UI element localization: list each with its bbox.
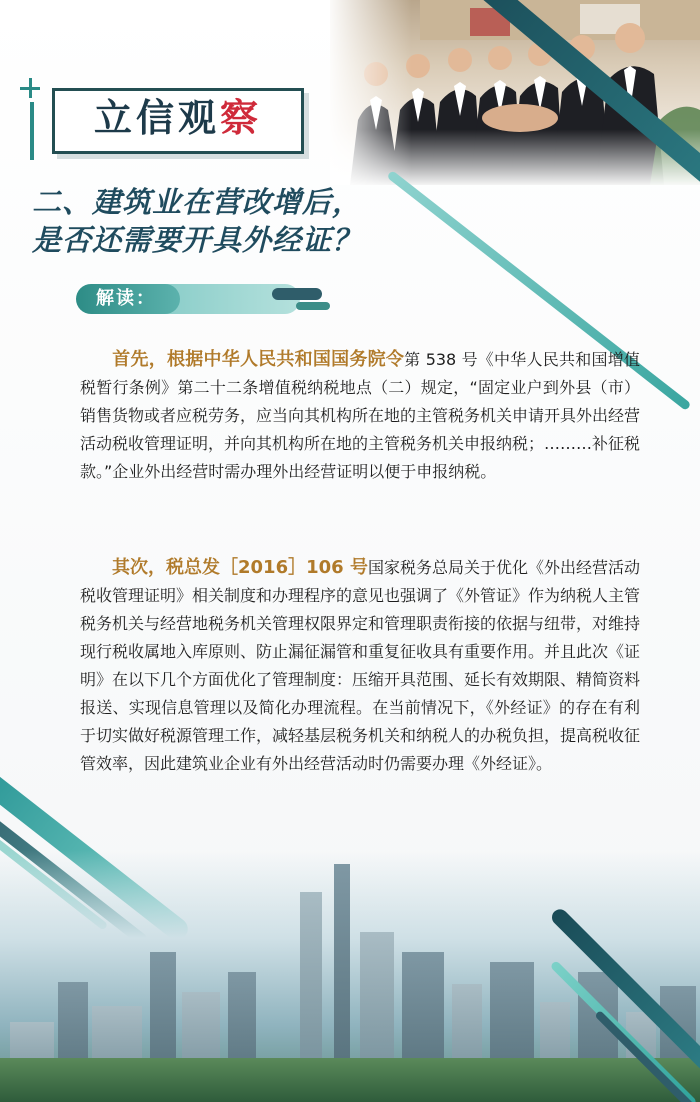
- city-skyline: [0, 850, 700, 1102]
- title-side-bar: [30, 102, 34, 160]
- plus-icon: [20, 78, 40, 98]
- paragraph-1-lead: 首先，根据中华人民共和国国务院令: [112, 349, 405, 370]
- column-title: [60, 90, 296, 146]
- question-line-1: 二、建筑业在营改增后，: [32, 185, 363, 219]
- column-title-main: 立信观: [93, 95, 220, 140]
- paragraph-2-lead: 其次，税总发［2016］106 号: [112, 557, 368, 578]
- paragraph-1: [80, 346, 640, 486]
- team-photo: [330, 0, 700, 185]
- interpretation-label: 解读：: [96, 288, 156, 309]
- paragraph-2: [80, 554, 640, 778]
- column-title-accent: 察: [220, 95, 263, 140]
- badge-decor-dash-1: [272, 288, 322, 300]
- question-line-2: 是否还需要开具外经证？: [32, 223, 363, 257]
- paragraph-1-body: 第 538 号《中华人民共和国增值税暂行条例》第二十二条增值税纳税地点（二）规定，“固定业户到外县（市）销售货物或者应税劳务，应当向其机构所在地的主管税务机关申请开具外出经营活动税收管理证明，并向其机构所在地的主管税务机关申报纳税；………补征税款。”企业外出经营时需办理外出经营证明以便于申报纳税。: [80, 350, 641, 481]
- tree-line: [0, 1058, 700, 1102]
- paragraph-2-body: 国家税务总局关于优化《外出经营活动税收管理证明》相关制度和办理程序的意见也强调了《外管证》作为纳税人主管税务机关与经营地税务机关管理权限界定和管理职责衔接的依据与纽带，对维持现行税收属地入库原则、防止漏征漏管和重复征收具有重要作用。并且此次《证明》在以下几个方面优化了管理制度：压缩开具范围、延长有效期限、精简资料报送、实现信息管理以及简化办理流程。在当前情况下，《外经证》的存在有利于切实做好税源管理工作，减轻基层税务机关和纳税人的办税负担，提高税收征管效率，因此建筑业企业有外出经营活动时仍需要办理《外经证》。: [80, 558, 641, 773]
- badge-decor-dash-2: [296, 302, 330, 310]
